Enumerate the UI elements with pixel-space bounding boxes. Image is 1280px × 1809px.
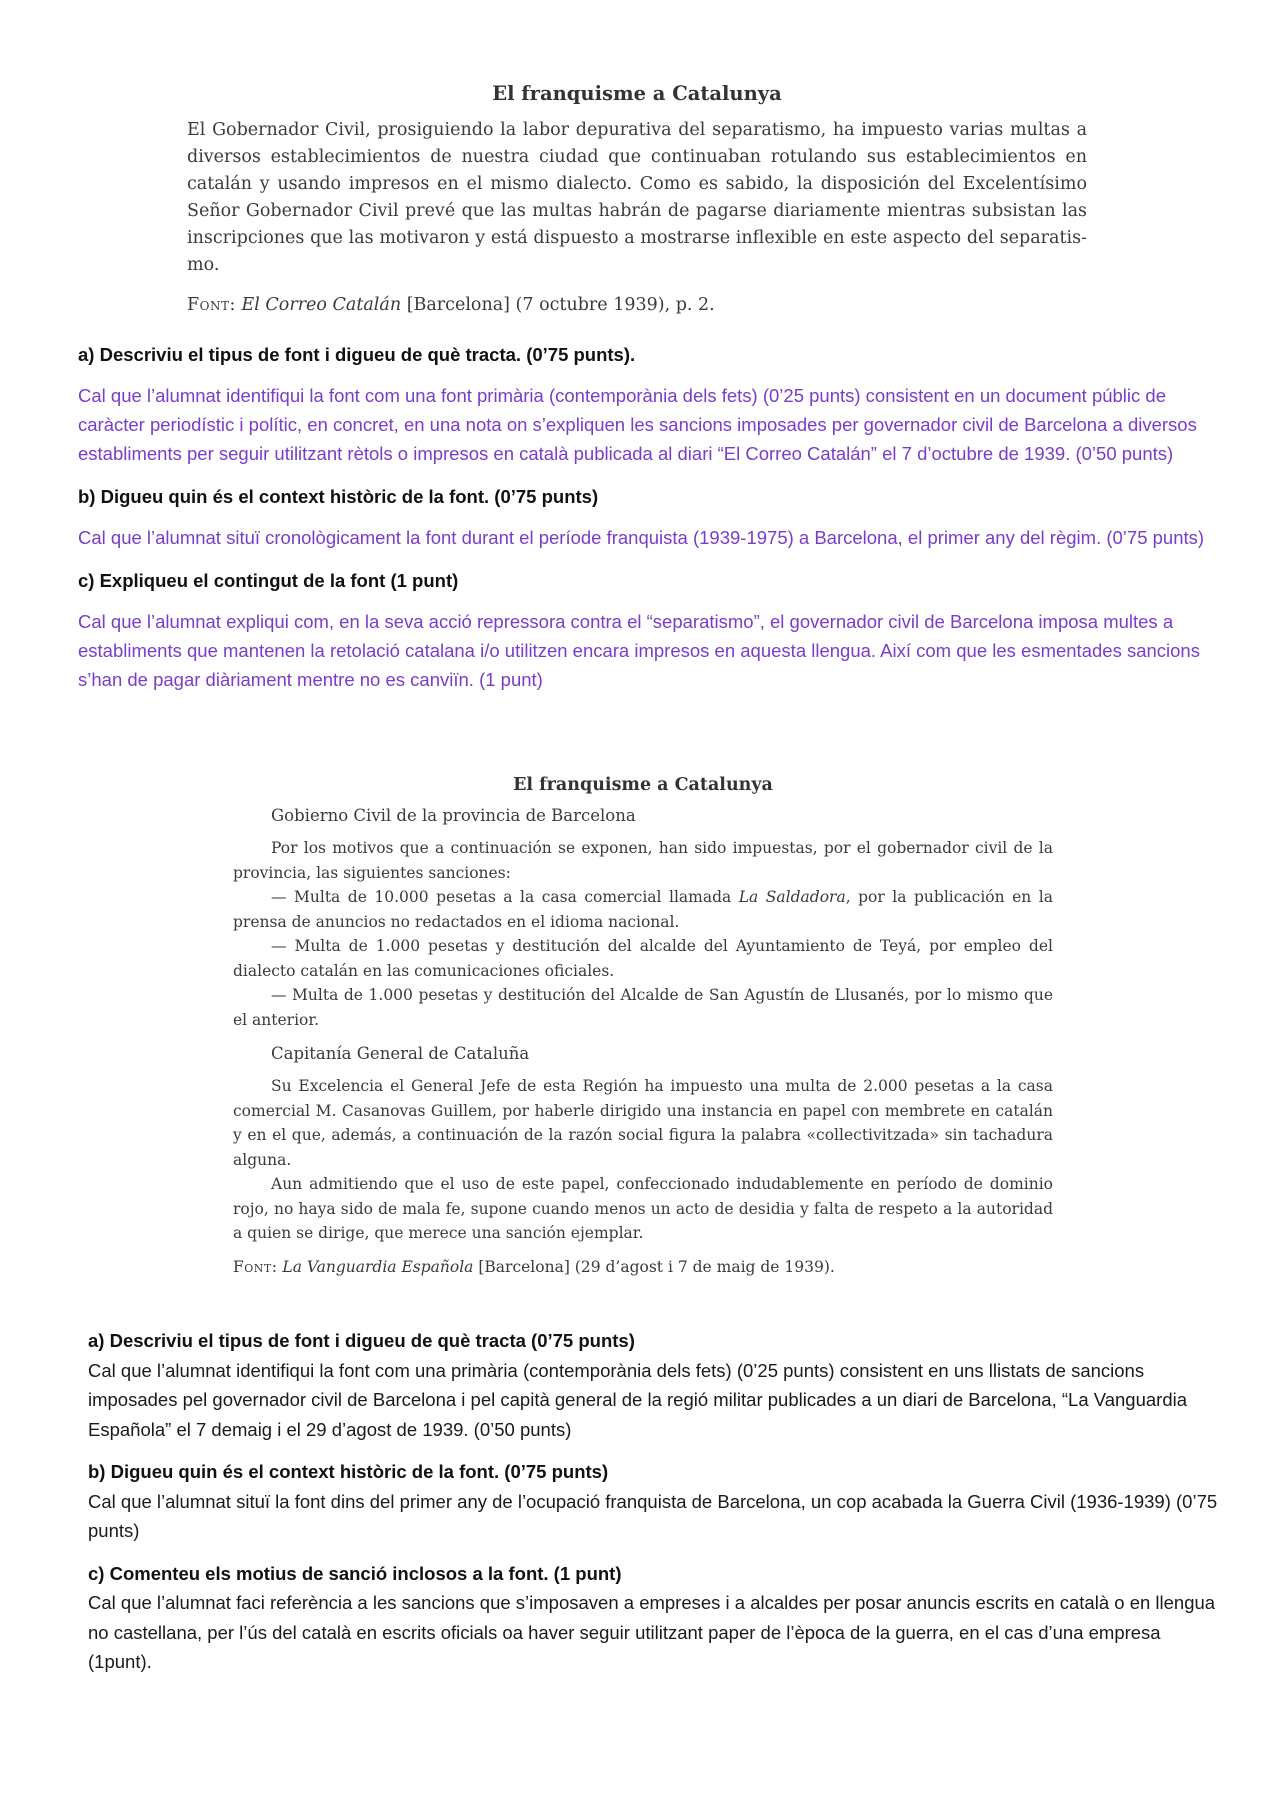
source-subheading: Capitanía General de Cataluña xyxy=(271,1044,530,1063)
source-title: El franquisme a Catalunya xyxy=(492,82,782,105)
citation-title: El Correo Catalán xyxy=(241,295,402,315)
source-excerpt-1 xyxy=(187,82,1087,315)
answer-text: Cal que l’alumnat situï la font dins del primer any de l’ocupació franquista de Barcelona, un cop acabada la Guerra Civil (1936-1939) (0’75 punts) xyxy=(88,1490,1218,1541)
citation-title: La Vanguardia Española xyxy=(282,1257,474,1276)
source-paragraph: Por los motivos que a continuación se exponen, han sido impuestas, por el gobernador civil de la provincia, las siguientes sanciones: xyxy=(233,839,1053,882)
question-text: b) Digueu quin és el context històric de la font. (0’75 punts) xyxy=(78,486,599,507)
question-block xyxy=(78,482,1218,552)
source-citation xyxy=(233,1258,1053,1276)
company-name: La Saldadora xyxy=(738,888,846,906)
source-title: El franquisme a Catalunya xyxy=(513,775,773,795)
source-citation xyxy=(187,295,1087,315)
question-text: a) Descriviu el tipus de font i digueu de què tracta. (0’75 punts). xyxy=(78,344,636,365)
answer-text: Cal que l’alumnat faci referència a les sancions que s’imposaven a empreses i a alcaldes per posar anuncis escrits en català o en llengua no castellana, per l’ús del català en escrits oficials oa haver seguir utilitzant paper de l’època de la guerra, en el cas d’una empresa (1punt). xyxy=(88,1592,1216,1672)
answer-text: Cal que l’alumnat expliqui com, en la seva acció repressora contra el “separatismo”, el governador civil de Barcelona imposa multes a establiments que mantenen la retolació catalana i/o utilitzen encara impresos en aquesta llengua. Així com que les esmentades sancions s’han de pagar diàriament mentre no es canviïn. (1 punt) xyxy=(78,611,1200,690)
paragraph-text: , por la publicación en la prensa de anuncios no redactados en el idioma nacional. xyxy=(233,888,1053,931)
question-text: c) Comenteu els motius de sanció inclosos a la font. (1 punt) xyxy=(88,1562,622,1584)
citation-details: [Barcelona] (7 octubre 1939), p. 2. xyxy=(406,295,715,315)
source-subheading: Gobierno Civil de la provincia de Barcelona xyxy=(271,806,636,825)
paragraph-text: — Multa de 10.000 pesetas a la casa comercial llamada xyxy=(271,888,739,906)
question-text: c) Expliqueu el contingut de la font (1 punt) xyxy=(78,570,459,591)
answer-text: Cal que l’alumnat situï cronològicament la font durant el període franquista (1939-1975) a Barcelona, el primer any del règim. (0’75 punts) xyxy=(78,527,1205,548)
question-block xyxy=(78,566,1218,694)
question-text: a) Descriviu el tipus de font i digueu de què tracta (0’75 punts) xyxy=(88,1330,635,1351)
question-text: b) Digueu quin és el context històric de la font. (0’75 punts) xyxy=(88,1461,609,1482)
source-paragraph: — Multa de 1.000 pesetas y destitución del alcalde del Ayuntamiento de Teyá, por empleo del dialecto catalán en las comunicaciones oficiales. xyxy=(233,937,1053,980)
answer-text: Cal que l’alumnat identifiqui la font com una primària (contemporània dels fets) (0’25 punts) consistent en uns llistats de sancions imposades pel governador civil de Barcelona i pel capità general de la regió militar publicades a un diari de Barcelona, “La Vanguardia Española” el 7 demaig i el 29 d’agost de 1939. (0’50 punts) xyxy=(88,1359,1188,1440)
source-paragraph: — Multa de 1.000 pesetas y destitución del Alcalde de San Agustín de Llusanés, por lo mismo que el anterior. xyxy=(233,986,1053,1029)
source-paragraph: Su Excelencia el General Jefe de esta Región ha impuesto una multa de 2.000 pesetas a la casa comercial M. Casanovas Guillem, por haberle dirigido una instancia en papel con membrete en catalán y en el que, además, a continuación de la razón social figura la palabra «collectivitzada» sin tachadura alguna. xyxy=(233,1077,1053,1169)
questions-section-2 xyxy=(88,1326,1218,1690)
citation-label: Font: xyxy=(233,1257,278,1276)
question-block xyxy=(78,340,1218,468)
source-body: El Gobernador Civil, prosiguiendo la labor depurativa del separatismo, ha impuesto varias multas a diversos establecimientos de nuestra ciudad que continuaban rotulando sus establecimientos en catalán y usando impresos en el mismo dialecto. Como es sabido, la disposición del Excelentísimo Señor Gobernador Civil prevé que las multas habrán de pagarse diariamente mientras subsistan las inscripciones que las motivaron y está dispuesto a mostrarse inflexible en este aspecto del separatis-mo. xyxy=(187,120,1087,275)
citation-label: Font: xyxy=(187,295,236,315)
source-paragraph xyxy=(233,885,1053,934)
answer-text: Cal que l’alumnat identifiqui la font com una font primària (contemporània dels fets) (0’25 punts) consistent en un document públic de caràcter periodístic i polític, en concret, en una nota on s’expliquen les sancions imposades per governador civil de Barcelona a diversos establiments per seguir utilitzant rètols o impresos en català publicada al diari “El Correo Catalán” el 7 d’octubre de 1939. (0’50 punts) xyxy=(78,385,1197,464)
source-paragraph: Aun admitiendo que el uso de este papel, confeccionado indudablemente en período de dominio rojo, no haya sido de mala fe, supone cuando menos un acto de desidia y falta de respeto a la autoridad a quien se dirige, que merece una sanción ejemplar. xyxy=(233,1175,1053,1242)
questions-section-1 xyxy=(78,340,1218,708)
citation-details: [Barcelona] (29 d’agost i 7 de maig de 1939). xyxy=(478,1257,835,1276)
source-excerpt-2 xyxy=(233,775,1053,1276)
